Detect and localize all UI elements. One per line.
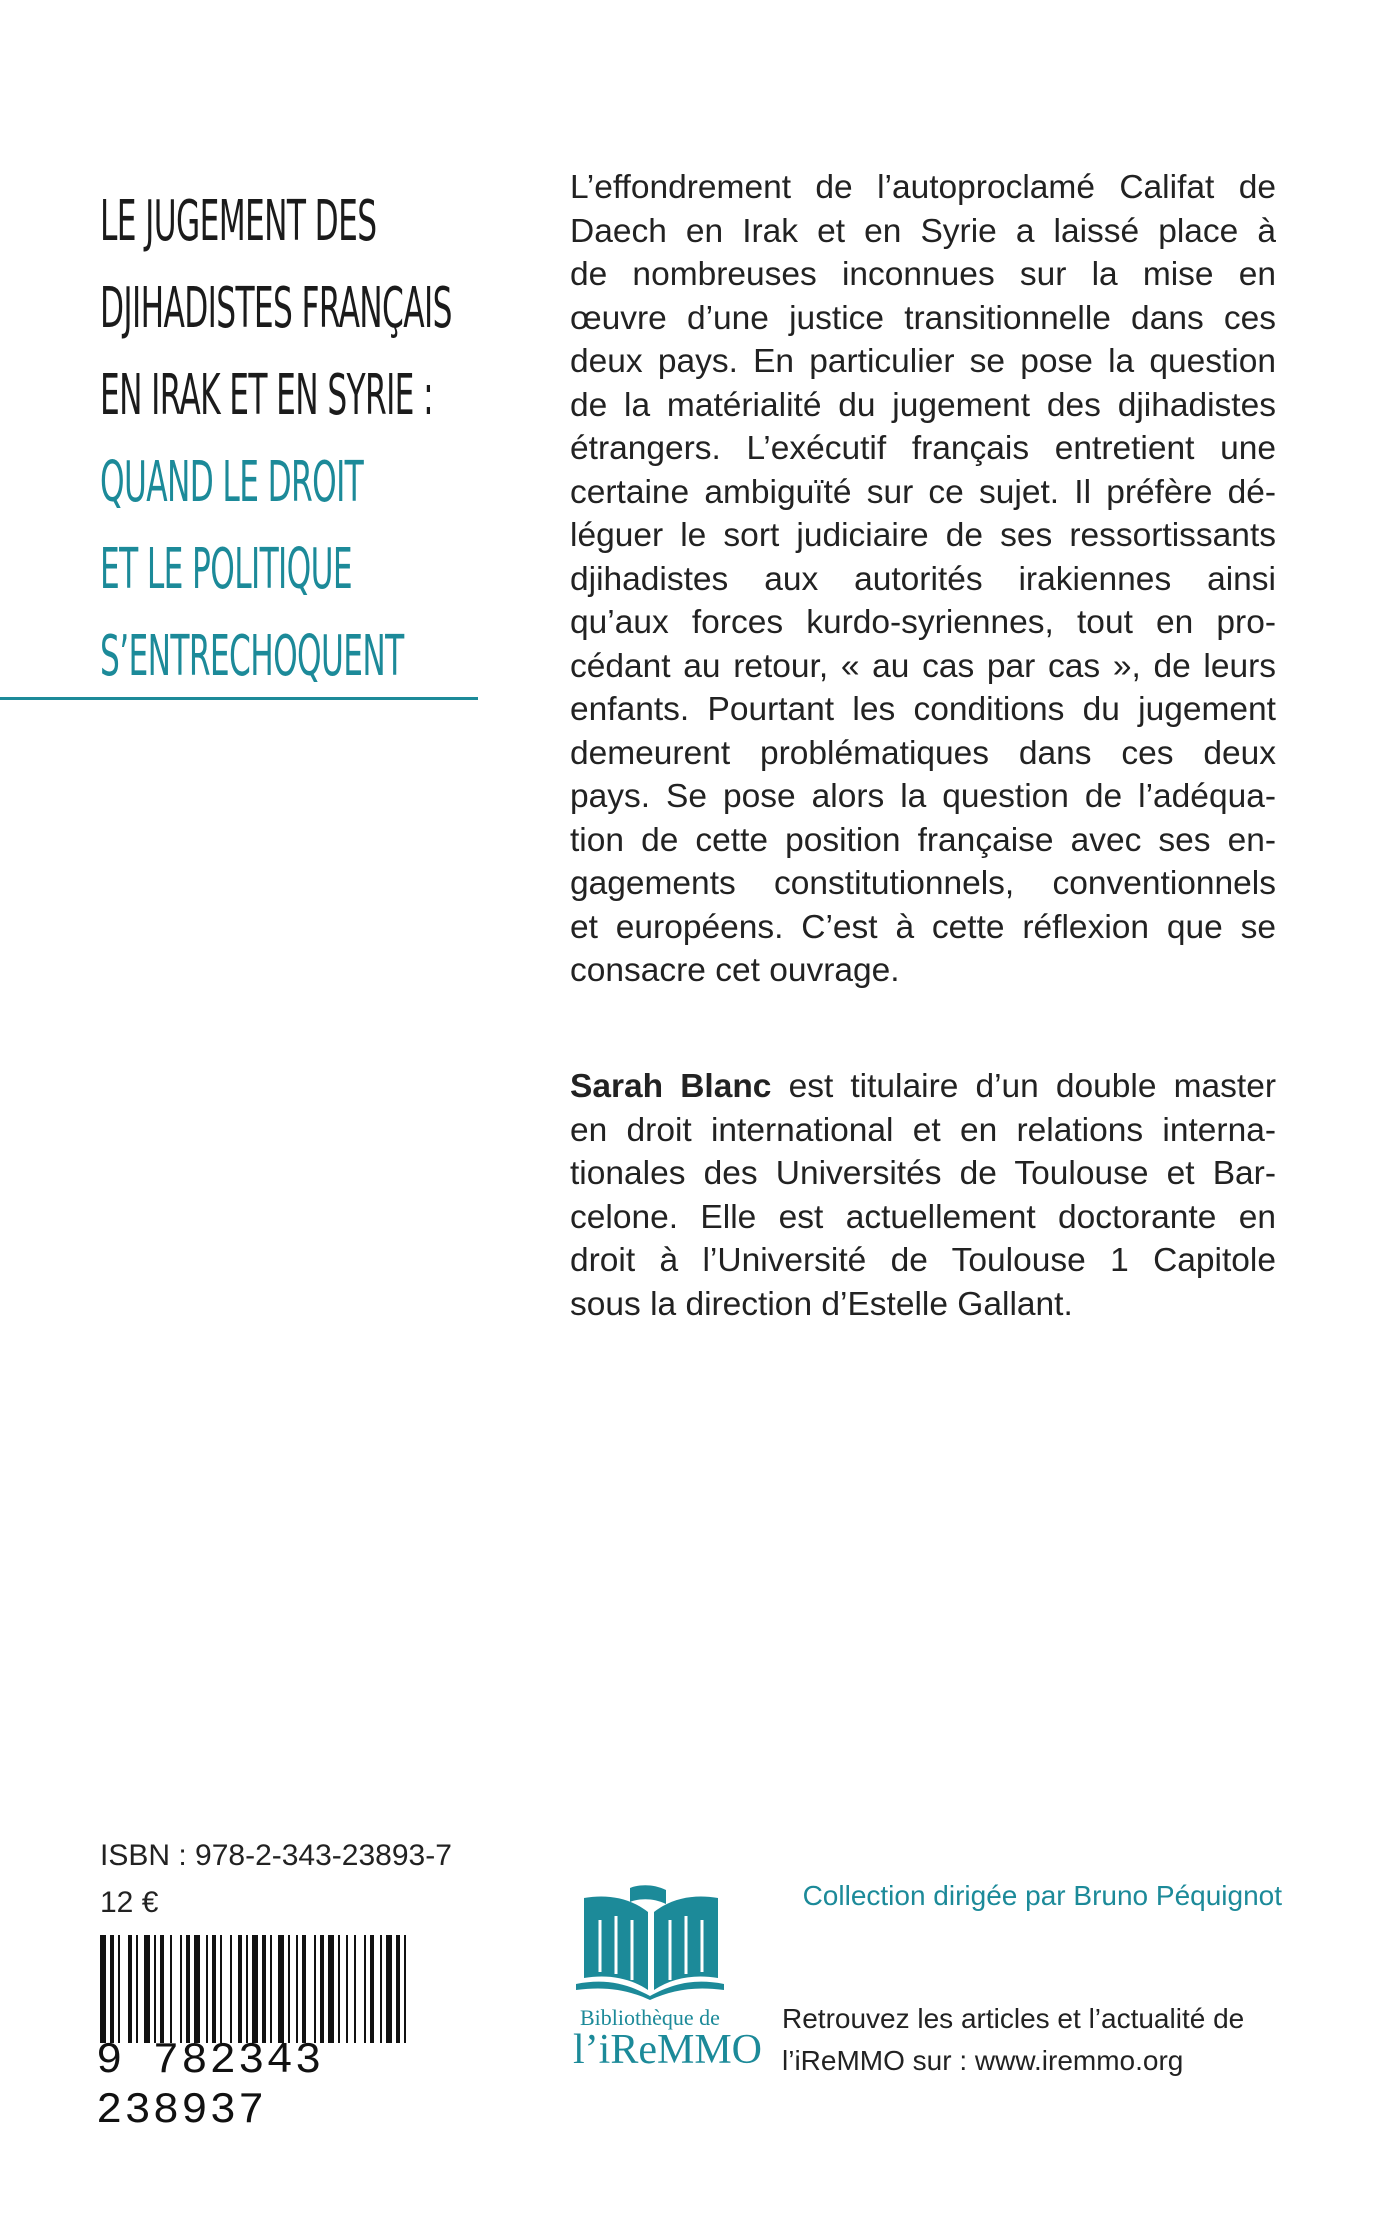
barcode-digits: 9 782343 238937: [96, 2036, 324, 2136]
title-line-3: EN IRAK ET EN SYRIE :: [100, 363, 433, 428]
summary-line: gagements constitutionnels, conventionnels: [570, 865, 1276, 902]
barcode-bar: [180, 1935, 182, 2043]
bio-line: tionales des Universités de Toulouse et Bar-: [570, 1155, 1276, 1192]
title-divider: [0, 697, 478, 700]
title-line-2: DJIHADISTES FRANÇAIS: [100, 276, 452, 341]
price: 12 €: [100, 1886, 159, 1919]
barcode-bar: [206, 1935, 208, 2043]
subtitle-line-1: QUAND LE DROIT: [100, 450, 364, 515]
summary-line: consacre cet ouvrage.: [570, 952, 900, 989]
iremmo-info-line-2: l’iReMMO sur : www.iremmo.org: [782, 2045, 1184, 2076]
book-title: [100, 178, 480, 700]
logo-line-1: Bibliothèque de: [580, 2005, 720, 2030]
barcode-bar: [212, 1935, 216, 2043]
barcode-bar: [270, 1935, 272, 2043]
barcode-bar: [314, 1935, 316, 2043]
summary-line: pays. Se pose alors la question de l’adéqua-: [570, 778, 1276, 815]
barcode-bar: [386, 1935, 392, 2043]
summary-line: qu’aux forces kurdo-syriennes, tout en pro-: [570, 604, 1276, 641]
author-bio: [570, 1065, 1276, 1326]
summary-line: deux pays. En particulier se pose la question: [570, 343, 1276, 380]
summary-line: demeurent problématiques dans ces deux: [570, 734, 1276, 772]
summary-line: et européens. C’est à cette réflexion que se: [570, 908, 1276, 946]
barcode-bar: [220, 1935, 222, 2043]
open-book-icon: [570, 1880, 730, 2000]
collection-credit: Collection dirigée par Bruno Péquignot: [802, 1880, 1282, 1911]
summary-line: œuvre d’une justice transitionnelle dans ces: [570, 299, 1276, 337]
barcode-bar: [194, 1935, 200, 2043]
barcode-bar: [246, 1935, 248, 2043]
summary-line: enfants. Pourtant les conditions du jugement: [570, 691, 1276, 728]
barcode-bar: [118, 1935, 120, 2043]
barcode-bar: [370, 1935, 374, 2043]
barcode-bar: [354, 1935, 356, 2043]
barcode-bar: [380, 1935, 382, 2043]
summary-line: cédant au retour, « au cas par cas », de leurs: [570, 647, 1276, 685]
title-line-1: LE JUGEMENT DES: [100, 189, 377, 254]
author-name: Sarah Blanc: [570, 1068, 772, 1105]
barcode-bar: [186, 1935, 190, 2043]
bio-line: sous la direction d’Estelle Gallant.: [570, 1285, 1073, 1323]
barcode-bar: [136, 1935, 138, 2043]
barcode-bar: [170, 1935, 172, 2043]
bio-line: celone. Elle est actuellement doctorante en: [570, 1198, 1276, 1236]
summary-line: léguer le sort judiciaire de ses ressortissants: [570, 517, 1276, 554]
summary-line: certaine ambiguïté sur ce sujet. Il préfère dé-: [570, 473, 1276, 511]
bio-first-line-rest: est titulaire d’un double master: [771, 1068, 1276, 1105]
barcode-bar: [296, 1935, 298, 2043]
isbn: ISBN : 978-2-343-23893-7: [100, 1839, 452, 1872]
summary-line: Daech en Irak et en Syrie a laissé place à: [570, 212, 1276, 250]
summary-line: L’effondrement de l’autoproclamé Califat de: [570, 169, 1276, 206]
barcode-bar: [128, 1935, 132, 2043]
bio-line: droit à l’Université de Toulouse 1 Capitole: [570, 1242, 1276, 1279]
barcode-bar: [238, 1935, 242, 2043]
barcode-bar: [302, 1935, 306, 2043]
summary-text: [570, 166, 1276, 993]
barcode-bar: [278, 1935, 284, 2043]
summary-line: étrangers. L’exécutif français entretient une: [570, 430, 1276, 467]
bio-line: en droit international et en relations interna-: [570, 1111, 1276, 1149]
subtitle-line-3: S’ENTRECHOQUENT: [100, 624, 404, 689]
iremmo-info-line-1: Retrouvez les articles et l’actualité de: [782, 2003, 1245, 2034]
barcode-bar: [364, 1935, 366, 2043]
subtitle-line-2: ET LE POLITIQUE: [100, 537, 352, 602]
barcode-bar: [160, 1935, 164, 2043]
barcode-bar: [320, 1935, 324, 2043]
logo-line-2: l’iReMMO: [573, 2027, 762, 2073]
barcode-bar: [338, 1935, 340, 2043]
summary-line: djihadistes aux autorités irakiennes ainsi: [570, 560, 1276, 598]
barcode-bar: [154, 1935, 156, 2043]
barcode-bar: [144, 1935, 150, 2043]
iremmo-info: [782, 1998, 1282, 2082]
barcode-bar: [346, 1935, 348, 2043]
barcode-bar: [328, 1935, 334, 2043]
barcode-bar: [288, 1935, 290, 2043]
bio-first-line: [570, 1065, 1276, 1109]
barcode-bar: [230, 1935, 232, 2043]
summary-line: tion de cette position française avec ses en-: [570, 821, 1276, 859]
summary-line: de nombreuses inconnues sur la mise en: [570, 256, 1276, 293]
summary-line: de la matérialité du jugement des djihadistes: [570, 386, 1276, 424]
